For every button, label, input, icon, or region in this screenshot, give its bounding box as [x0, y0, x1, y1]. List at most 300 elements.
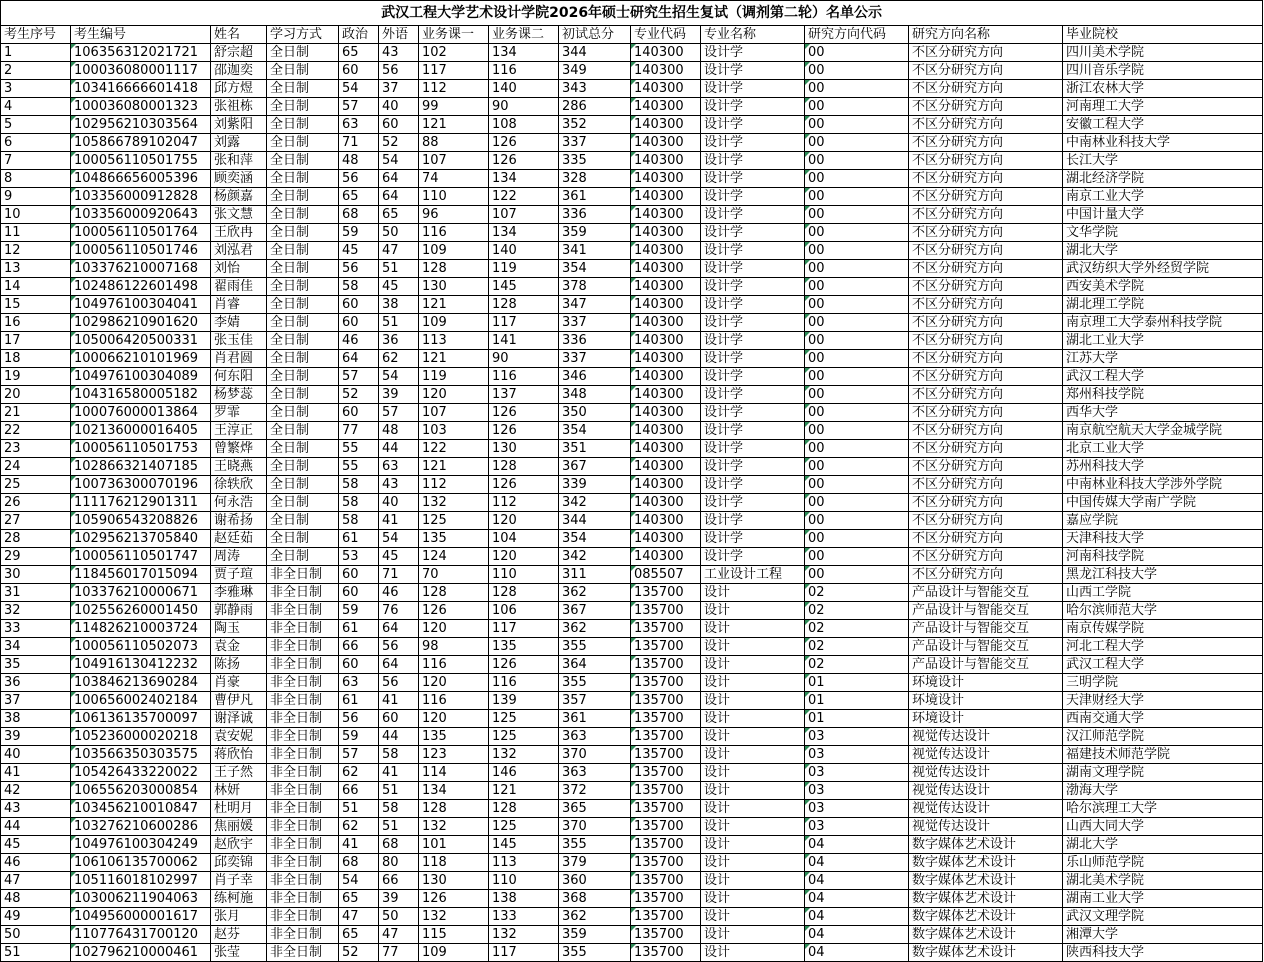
table-cell[interactable]: 00: [805, 278, 909, 296]
table-cell[interactable]: 57: [339, 746, 379, 764]
table-cell[interactable]: 140300: [631, 386, 701, 404]
table-cell[interactable]: 43: [379, 44, 419, 62]
table-cell[interactable]: 00: [805, 494, 909, 512]
table-cell[interactable]: 140300: [631, 260, 701, 278]
table-cell[interactable]: 全日制: [267, 422, 339, 440]
table-cell[interactable]: 中南林业科技大学涉外学院: [1063, 476, 1263, 494]
table-cell[interactable]: 28: [1, 530, 71, 548]
table-cell[interactable]: 362: [559, 584, 631, 602]
table-cell[interactable]: 中南林业科技大学: [1063, 134, 1263, 152]
table-cell[interactable]: 00: [805, 98, 909, 116]
table-cell[interactable]: 刘露: [211, 134, 267, 152]
table-cell[interactable]: 63: [379, 458, 419, 476]
table-cell[interactable]: 60: [339, 404, 379, 422]
table-cell[interactable]: 00: [805, 566, 909, 584]
table-cell[interactable]: 39: [379, 386, 419, 404]
table-cell[interactable]: 104976100304041: [71, 296, 211, 314]
table-cell[interactable]: 53: [339, 548, 379, 566]
table-cell[interactable]: 70: [419, 566, 489, 584]
table-cell[interactable]: 354: [559, 422, 631, 440]
table-cell[interactable]: 陶玉: [211, 620, 267, 638]
table-cell[interactable]: 不区分研究方向: [909, 116, 1063, 134]
table-cell[interactable]: 全日制: [267, 242, 339, 260]
column-header[interactable]: 外语: [379, 26, 419, 44]
table-cell[interactable]: 长江大学: [1063, 152, 1263, 170]
table-cell[interactable]: 数字媒体艺术设计: [909, 836, 1063, 854]
table-cell[interactable]: 设计: [701, 656, 805, 674]
table-cell[interactable]: 湖南文理学院: [1063, 764, 1263, 782]
table-cell[interactable]: 22: [1, 422, 71, 440]
table-cell[interactable]: 不区分研究方向: [909, 188, 1063, 206]
table-cell[interactable]: 132: [489, 746, 559, 764]
table-cell[interactable]: 42: [1, 782, 71, 800]
table-cell[interactable]: 不区分研究方向: [909, 98, 1063, 116]
table-cell[interactable]: 105116018102997: [71, 872, 211, 890]
column-header[interactable]: 研究方向代码: [805, 26, 909, 44]
table-cell[interactable]: 01: [805, 674, 909, 692]
table-cell[interactable]: 设计学: [701, 242, 805, 260]
table-cell[interactable]: 140300: [631, 224, 701, 242]
table-cell[interactable]: 46: [339, 332, 379, 350]
table-cell[interactable]: 68: [339, 854, 379, 872]
table-cell[interactable]: 43: [1, 800, 71, 818]
table-cell[interactable]: 周涛: [211, 548, 267, 566]
table-cell[interactable]: 43: [379, 476, 419, 494]
table-cell[interactable]: 17: [1, 332, 71, 350]
table-cell[interactable]: 119: [489, 260, 559, 278]
table-cell[interactable]: 3: [1, 80, 71, 98]
table-cell[interactable]: 126: [489, 476, 559, 494]
table-cell[interactable]: 03: [805, 746, 909, 764]
table-cell[interactable]: 363: [559, 728, 631, 746]
table-cell[interactable]: 设计学: [701, 98, 805, 116]
table-cell[interactable]: 00: [805, 134, 909, 152]
table-cell[interactable]: 全日制: [267, 296, 339, 314]
table-cell[interactable]: 56: [379, 674, 419, 692]
table-cell[interactable]: 126: [489, 134, 559, 152]
table-cell[interactable]: 张文慧: [211, 206, 267, 224]
table-cell[interactable]: 68: [339, 206, 379, 224]
table-cell[interactable]: 武汉工程大学: [1063, 368, 1263, 386]
table-cell[interactable]: 145: [489, 278, 559, 296]
table-cell[interactable]: 126: [489, 422, 559, 440]
table-cell[interactable]: 王淳正: [211, 422, 267, 440]
table-cell[interactable]: 设计学: [701, 296, 805, 314]
table-cell[interactable]: 设计: [701, 764, 805, 782]
table-cell[interactable]: 13: [1, 260, 71, 278]
table-cell[interactable]: 140300: [631, 134, 701, 152]
table-cell[interactable]: 浙江农林大学: [1063, 80, 1263, 98]
table-cell[interactable]: 100036080001117: [71, 62, 211, 80]
table-cell[interactable]: 57: [339, 98, 379, 116]
table-cell[interactable]: 59: [339, 728, 379, 746]
table-cell[interactable]: 设计: [701, 854, 805, 872]
table-cell[interactable]: 117: [419, 62, 489, 80]
table-cell[interactable]: 19: [1, 368, 71, 386]
table-cell[interactable]: 58: [379, 800, 419, 818]
table-cell[interactable]: 37: [1, 692, 71, 710]
table-cell[interactable]: 103376210000671: [71, 584, 211, 602]
table-cell[interactable]: 65: [339, 44, 379, 62]
table-cell[interactable]: 00: [805, 260, 909, 278]
table-cell[interactable]: 不区分研究方向: [909, 278, 1063, 296]
table-cell[interactable]: 全日制: [267, 350, 339, 368]
table-cell[interactable]: 134: [489, 44, 559, 62]
table-cell[interactable]: 56: [339, 260, 379, 278]
table-cell[interactable]: 140300: [631, 242, 701, 260]
table-cell[interactable]: 134: [489, 224, 559, 242]
table-cell[interactable]: 设计: [701, 692, 805, 710]
table-cell[interactable]: 产品设计与智能交互: [909, 602, 1063, 620]
table-cell[interactable]: 102556260001450: [71, 602, 211, 620]
table-cell[interactable]: 设计学: [701, 206, 805, 224]
column-header[interactable]: 业务课一: [419, 26, 489, 44]
table-cell[interactable]: 103: [419, 422, 489, 440]
table-cell[interactable]: 设计学: [701, 278, 805, 296]
table-cell[interactable]: 邱奕锦: [211, 854, 267, 872]
table-cell[interactable]: 114826210003724: [71, 620, 211, 638]
table-cell[interactable]: 中国传媒大学南广学院: [1063, 494, 1263, 512]
table-cell[interactable]: 何东阳: [211, 368, 267, 386]
table-cell[interactable]: 47: [339, 908, 379, 926]
table-cell[interactable]: 全日制: [267, 62, 339, 80]
table-cell[interactable]: 全日制: [267, 548, 339, 566]
table-cell[interactable]: 135700: [631, 728, 701, 746]
table-cell[interactable]: 11: [1, 224, 71, 242]
table-cell[interactable]: 135700: [631, 656, 701, 674]
table-cell[interactable]: 非全日制: [267, 818, 339, 836]
column-header[interactable]: 专业名称: [701, 26, 805, 44]
table-cell[interactable]: 全日制: [267, 170, 339, 188]
table-cell[interactable]: 不区分研究方向: [909, 386, 1063, 404]
table-cell[interactable]: 114: [419, 764, 489, 782]
table-cell[interactable]: 100066210101969: [71, 350, 211, 368]
table-cell[interactable]: 372: [559, 782, 631, 800]
table-cell[interactable]: 9: [1, 188, 71, 206]
table-cell[interactable]: 140300: [631, 350, 701, 368]
table-cell[interactable]: 339: [559, 476, 631, 494]
table-cell[interactable]: 109: [419, 314, 489, 332]
table-cell[interactable]: 128: [489, 800, 559, 818]
table-cell[interactable]: 54: [379, 368, 419, 386]
table-cell[interactable]: 非全日制: [267, 926, 339, 944]
table-cell[interactable]: 336: [559, 206, 631, 224]
table-cell[interactable]: 00: [805, 530, 909, 548]
table-cell[interactable]: 130: [489, 440, 559, 458]
table-cell[interactable]: 62: [339, 818, 379, 836]
table-cell[interactable]: 128: [489, 296, 559, 314]
table-cell[interactable]: 00: [805, 422, 909, 440]
table-cell[interactable]: 湖南工业大学: [1063, 890, 1263, 908]
table-cell[interactable]: 40: [379, 98, 419, 116]
table-cell[interactable]: 产品设计与智能交互: [909, 584, 1063, 602]
table-cell[interactable]: 140300: [631, 278, 701, 296]
table-cell[interactable]: 104976100304249: [71, 836, 211, 854]
table-cell[interactable]: 不区分研究方向: [909, 44, 1063, 62]
table-cell[interactable]: 128: [489, 458, 559, 476]
table-cell[interactable]: 370: [559, 818, 631, 836]
table-cell[interactable]: 00: [805, 44, 909, 62]
table-cell[interactable]: 04: [805, 908, 909, 926]
table-cell[interactable]: 37: [379, 80, 419, 98]
table-cell[interactable]: 120: [419, 710, 489, 728]
table-cell[interactable]: 103456210010847: [71, 800, 211, 818]
table-cell[interactable]: 355: [559, 674, 631, 692]
table-cell[interactable]: 武汉文理学院: [1063, 908, 1263, 926]
table-cell[interactable]: 24: [1, 458, 71, 476]
table-cell[interactable]: 116: [489, 62, 559, 80]
table-cell[interactable]: 359: [559, 224, 631, 242]
table-cell[interactable]: 16: [1, 314, 71, 332]
table-cell[interactable]: 105866789102047: [71, 134, 211, 152]
table-cell[interactable]: 天津科技大学: [1063, 530, 1263, 548]
table-cell[interactable]: 104866656005396: [71, 170, 211, 188]
table-cell[interactable]: 设计学: [701, 530, 805, 548]
table-cell[interactable]: 45: [1, 836, 71, 854]
table-cell[interactable]: 135700: [631, 944, 701, 962]
table-cell[interactable]: 湘潭大学: [1063, 926, 1263, 944]
table-cell[interactable]: 357: [559, 692, 631, 710]
table-cell[interactable]: 140300: [631, 512, 701, 530]
table-cell[interactable]: 105906543208826: [71, 512, 211, 530]
table-cell[interactable]: 56: [379, 638, 419, 656]
table-cell[interactable]: 00: [805, 224, 909, 242]
table-cell[interactable]: 66: [339, 638, 379, 656]
table-cell[interactable]: 设计学: [701, 224, 805, 242]
table-cell[interactable]: 非全日制: [267, 944, 339, 962]
table-cell[interactable]: 355: [559, 638, 631, 656]
table-cell[interactable]: 55: [339, 458, 379, 476]
table-cell[interactable]: 湖北工业大学: [1063, 332, 1263, 350]
table-cell[interactable]: 不区分研究方向: [909, 440, 1063, 458]
table-cell[interactable]: 南京理工大学泰州科技学院: [1063, 314, 1263, 332]
table-cell[interactable]: 南京工业大学: [1063, 188, 1263, 206]
table-cell[interactable]: 视觉传达设计: [909, 728, 1063, 746]
table-cell[interactable]: 112: [419, 80, 489, 98]
column-header[interactable]: 研究方向名称: [909, 26, 1063, 44]
table-cell[interactable]: 135700: [631, 746, 701, 764]
table-cell[interactable]: 128: [419, 260, 489, 278]
table-cell[interactable]: 140300: [631, 170, 701, 188]
table-cell[interactable]: 342: [559, 494, 631, 512]
table-cell[interactable]: 46: [379, 584, 419, 602]
table-cell[interactable]: 设计: [701, 728, 805, 746]
column-header[interactable]: 姓名: [211, 26, 267, 44]
table-cell[interactable]: 非全日制: [267, 602, 339, 620]
table-cell[interactable]: 51: [339, 800, 379, 818]
table-cell[interactable]: 352: [559, 116, 631, 134]
table-cell[interactable]: 非全日制: [267, 566, 339, 584]
table-cell[interactable]: 黑龙江科技大学: [1063, 566, 1263, 584]
table-cell[interactable]: 116: [419, 656, 489, 674]
table-cell[interactable]: 103376210007168: [71, 260, 211, 278]
table-cell[interactable]: 设计: [701, 782, 805, 800]
table-cell[interactable]: 132: [419, 818, 489, 836]
table-cell[interactable]: 设计学: [701, 494, 805, 512]
column-header[interactable]: 学习方式: [267, 26, 339, 44]
table-cell[interactable]: 125: [489, 728, 559, 746]
table-cell[interactable]: 60: [339, 62, 379, 80]
table-cell[interactable]: 135700: [631, 674, 701, 692]
table-cell[interactable]: 80: [379, 854, 419, 872]
table-cell[interactable]: 设计: [701, 818, 805, 836]
table-cell[interactable]: 40: [1, 746, 71, 764]
table-cell[interactable]: 不区分研究方向: [909, 152, 1063, 170]
table-cell[interactable]: 江苏大学: [1063, 350, 1263, 368]
table-cell[interactable]: 145: [489, 836, 559, 854]
table-cell[interactable]: 109: [419, 242, 489, 260]
table-cell[interactable]: 56: [339, 170, 379, 188]
table-cell[interactable]: 设计: [701, 584, 805, 602]
table-cell[interactable]: 100056110501764: [71, 224, 211, 242]
column-header[interactable]: 初试总分: [559, 26, 631, 44]
table-cell[interactable]: 不区分研究方向: [909, 62, 1063, 80]
table-cell[interactable]: 134: [419, 782, 489, 800]
table-cell[interactable]: 设计学: [701, 314, 805, 332]
table-cell[interactable]: 344: [559, 44, 631, 62]
table-cell[interactable]: 140300: [631, 296, 701, 314]
table-cell[interactable]: 32: [1, 602, 71, 620]
table-cell[interactable]: 342: [559, 548, 631, 566]
table-cell[interactable]: 66: [379, 872, 419, 890]
table-cell[interactable]: 361: [559, 710, 631, 728]
table-cell[interactable]: 348: [559, 386, 631, 404]
table-cell[interactable]: 设计学: [701, 512, 805, 530]
table-cell[interactable]: 104316580005182: [71, 386, 211, 404]
table-cell[interactable]: 设计学: [701, 80, 805, 98]
table-cell[interactable]: 27: [1, 512, 71, 530]
table-cell[interactable]: 产品设计与智能交互: [909, 620, 1063, 638]
page-title[interactable]: 武汉工程大学艺术设计学院2026年硕士研究生招生复试（调剂第二轮）名单公示: [1, 1, 1263, 26]
table-cell[interactable]: 设计学: [701, 134, 805, 152]
table-cell[interactable]: 55: [339, 440, 379, 458]
table-cell[interactable]: 140300: [631, 188, 701, 206]
table-cell[interactable]: 湖北大学: [1063, 242, 1263, 260]
table-cell[interactable]: 14: [1, 278, 71, 296]
table-cell[interactable]: 126: [419, 602, 489, 620]
table-cell[interactable]: 105426433220022: [71, 764, 211, 782]
table-cell[interactable]: 60: [339, 296, 379, 314]
table-cell[interactable]: 设计学: [701, 152, 805, 170]
table-cell[interactable]: 328: [559, 170, 631, 188]
table-cell[interactable]: 368: [559, 890, 631, 908]
table-cell[interactable]: 中国计量大学: [1063, 206, 1263, 224]
table-cell[interactable]: 林妍: [211, 782, 267, 800]
table-cell[interactable]: 苏州科技大学: [1063, 458, 1263, 476]
table-cell[interactable]: 65: [339, 926, 379, 944]
table-cell[interactable]: 50: [379, 224, 419, 242]
table-cell[interactable]: 不区分研究方向: [909, 134, 1063, 152]
table-cell[interactable]: 西安美术学院: [1063, 278, 1263, 296]
table-cell[interactable]: 不区分研究方向: [909, 404, 1063, 422]
table-cell[interactable]: 102486122601498: [71, 278, 211, 296]
table-cell[interactable]: 翟雨佳: [211, 278, 267, 296]
table-cell[interactable]: 00: [805, 440, 909, 458]
table-cell[interactable]: 41: [379, 512, 419, 530]
table-cell[interactable]: 赵廷茹: [211, 530, 267, 548]
table-cell[interactable]: 361: [559, 188, 631, 206]
table-cell[interactable]: 121: [489, 782, 559, 800]
table-cell[interactable]: 124: [419, 548, 489, 566]
table-cell[interactable]: 337: [559, 314, 631, 332]
table-cell[interactable]: 全日制: [267, 368, 339, 386]
table-cell[interactable]: 非全日制: [267, 584, 339, 602]
table-cell[interactable]: 张月: [211, 908, 267, 926]
table-cell[interactable]: 不区分研究方向: [909, 170, 1063, 188]
table-cell[interactable]: 118: [419, 854, 489, 872]
table-cell[interactable]: 环境设计: [909, 674, 1063, 692]
table-cell[interactable]: 全日制: [267, 98, 339, 116]
table-cell[interactable]: 132: [419, 908, 489, 926]
table-cell[interactable]: 132: [419, 494, 489, 512]
table-cell[interactable]: 63: [339, 116, 379, 134]
table-cell[interactable]: 湖北大学: [1063, 836, 1263, 854]
table-cell[interactable]: 58: [339, 494, 379, 512]
table-cell[interactable]: 不区分研究方向: [909, 566, 1063, 584]
table-cell[interactable]: 116: [419, 692, 489, 710]
table-cell[interactable]: 49: [1, 908, 71, 926]
table-cell[interactable]: 117: [489, 620, 559, 638]
table-cell[interactable]: 106356312021721: [71, 44, 211, 62]
table-cell[interactable]: 140300: [631, 80, 701, 98]
table-cell[interactable]: 51: [379, 314, 419, 332]
table-cell[interactable]: 59: [339, 602, 379, 620]
table-cell[interactable]: 不区分研究方向: [909, 206, 1063, 224]
table-cell[interactable]: 谢希扬: [211, 512, 267, 530]
table-cell[interactable]: 36: [1, 674, 71, 692]
table-cell[interactable]: 107: [419, 404, 489, 422]
table-cell[interactable]: 山西工学院: [1063, 584, 1263, 602]
table-cell[interactable]: 140: [489, 80, 559, 98]
table-cell[interactable]: 02: [805, 620, 909, 638]
table-cell[interactable]: 74: [419, 170, 489, 188]
table-cell[interactable]: 天津财经大学: [1063, 692, 1263, 710]
table-cell[interactable]: 袁安妮: [211, 728, 267, 746]
table-cell[interactable]: 全日制: [267, 512, 339, 530]
table-cell[interactable]: 133: [489, 908, 559, 926]
table-cell[interactable]: 南京传媒学院: [1063, 620, 1263, 638]
table-cell[interactable]: 135700: [631, 836, 701, 854]
table-cell[interactable]: 非全日制: [267, 836, 339, 854]
table-cell[interactable]: 01: [805, 710, 909, 728]
table-cell[interactable]: 33: [1, 620, 71, 638]
table-cell[interactable]: 00: [805, 368, 909, 386]
table-cell[interactable]: 135700: [631, 800, 701, 818]
table-cell[interactable]: 非全日制: [267, 890, 339, 908]
table-cell[interactable]: 三明学院: [1063, 674, 1263, 692]
table-cell[interactable]: 104976100304089: [71, 368, 211, 386]
table-cell[interactable]: 全日制: [267, 80, 339, 98]
table-cell[interactable]: 379: [559, 854, 631, 872]
table-cell[interactable]: 135700: [631, 890, 701, 908]
table-cell[interactable]: 130: [419, 278, 489, 296]
table-cell[interactable]: 140300: [631, 440, 701, 458]
table-cell[interactable]: 45: [379, 548, 419, 566]
table-cell[interactable]: 视觉传达设计: [909, 818, 1063, 836]
table-cell[interactable]: 120: [489, 512, 559, 530]
table-cell[interactable]: 71: [339, 134, 379, 152]
table-cell[interactable]: 李婧: [211, 314, 267, 332]
table-cell[interactable]: 367: [559, 602, 631, 620]
table-cell[interactable]: 104956000001617: [71, 908, 211, 926]
table-cell[interactable]: 数字媒体艺术设计: [909, 908, 1063, 926]
table-cell[interactable]: 产品设计与智能交互: [909, 638, 1063, 656]
table-cell[interactable]: 140300: [631, 368, 701, 386]
table-cell[interactable]: 不区分研究方向: [909, 296, 1063, 314]
table-cell[interactable]: 00: [805, 350, 909, 368]
table-cell[interactable]: 张玉佳: [211, 332, 267, 350]
table-cell[interactable]: 50: [379, 908, 419, 926]
